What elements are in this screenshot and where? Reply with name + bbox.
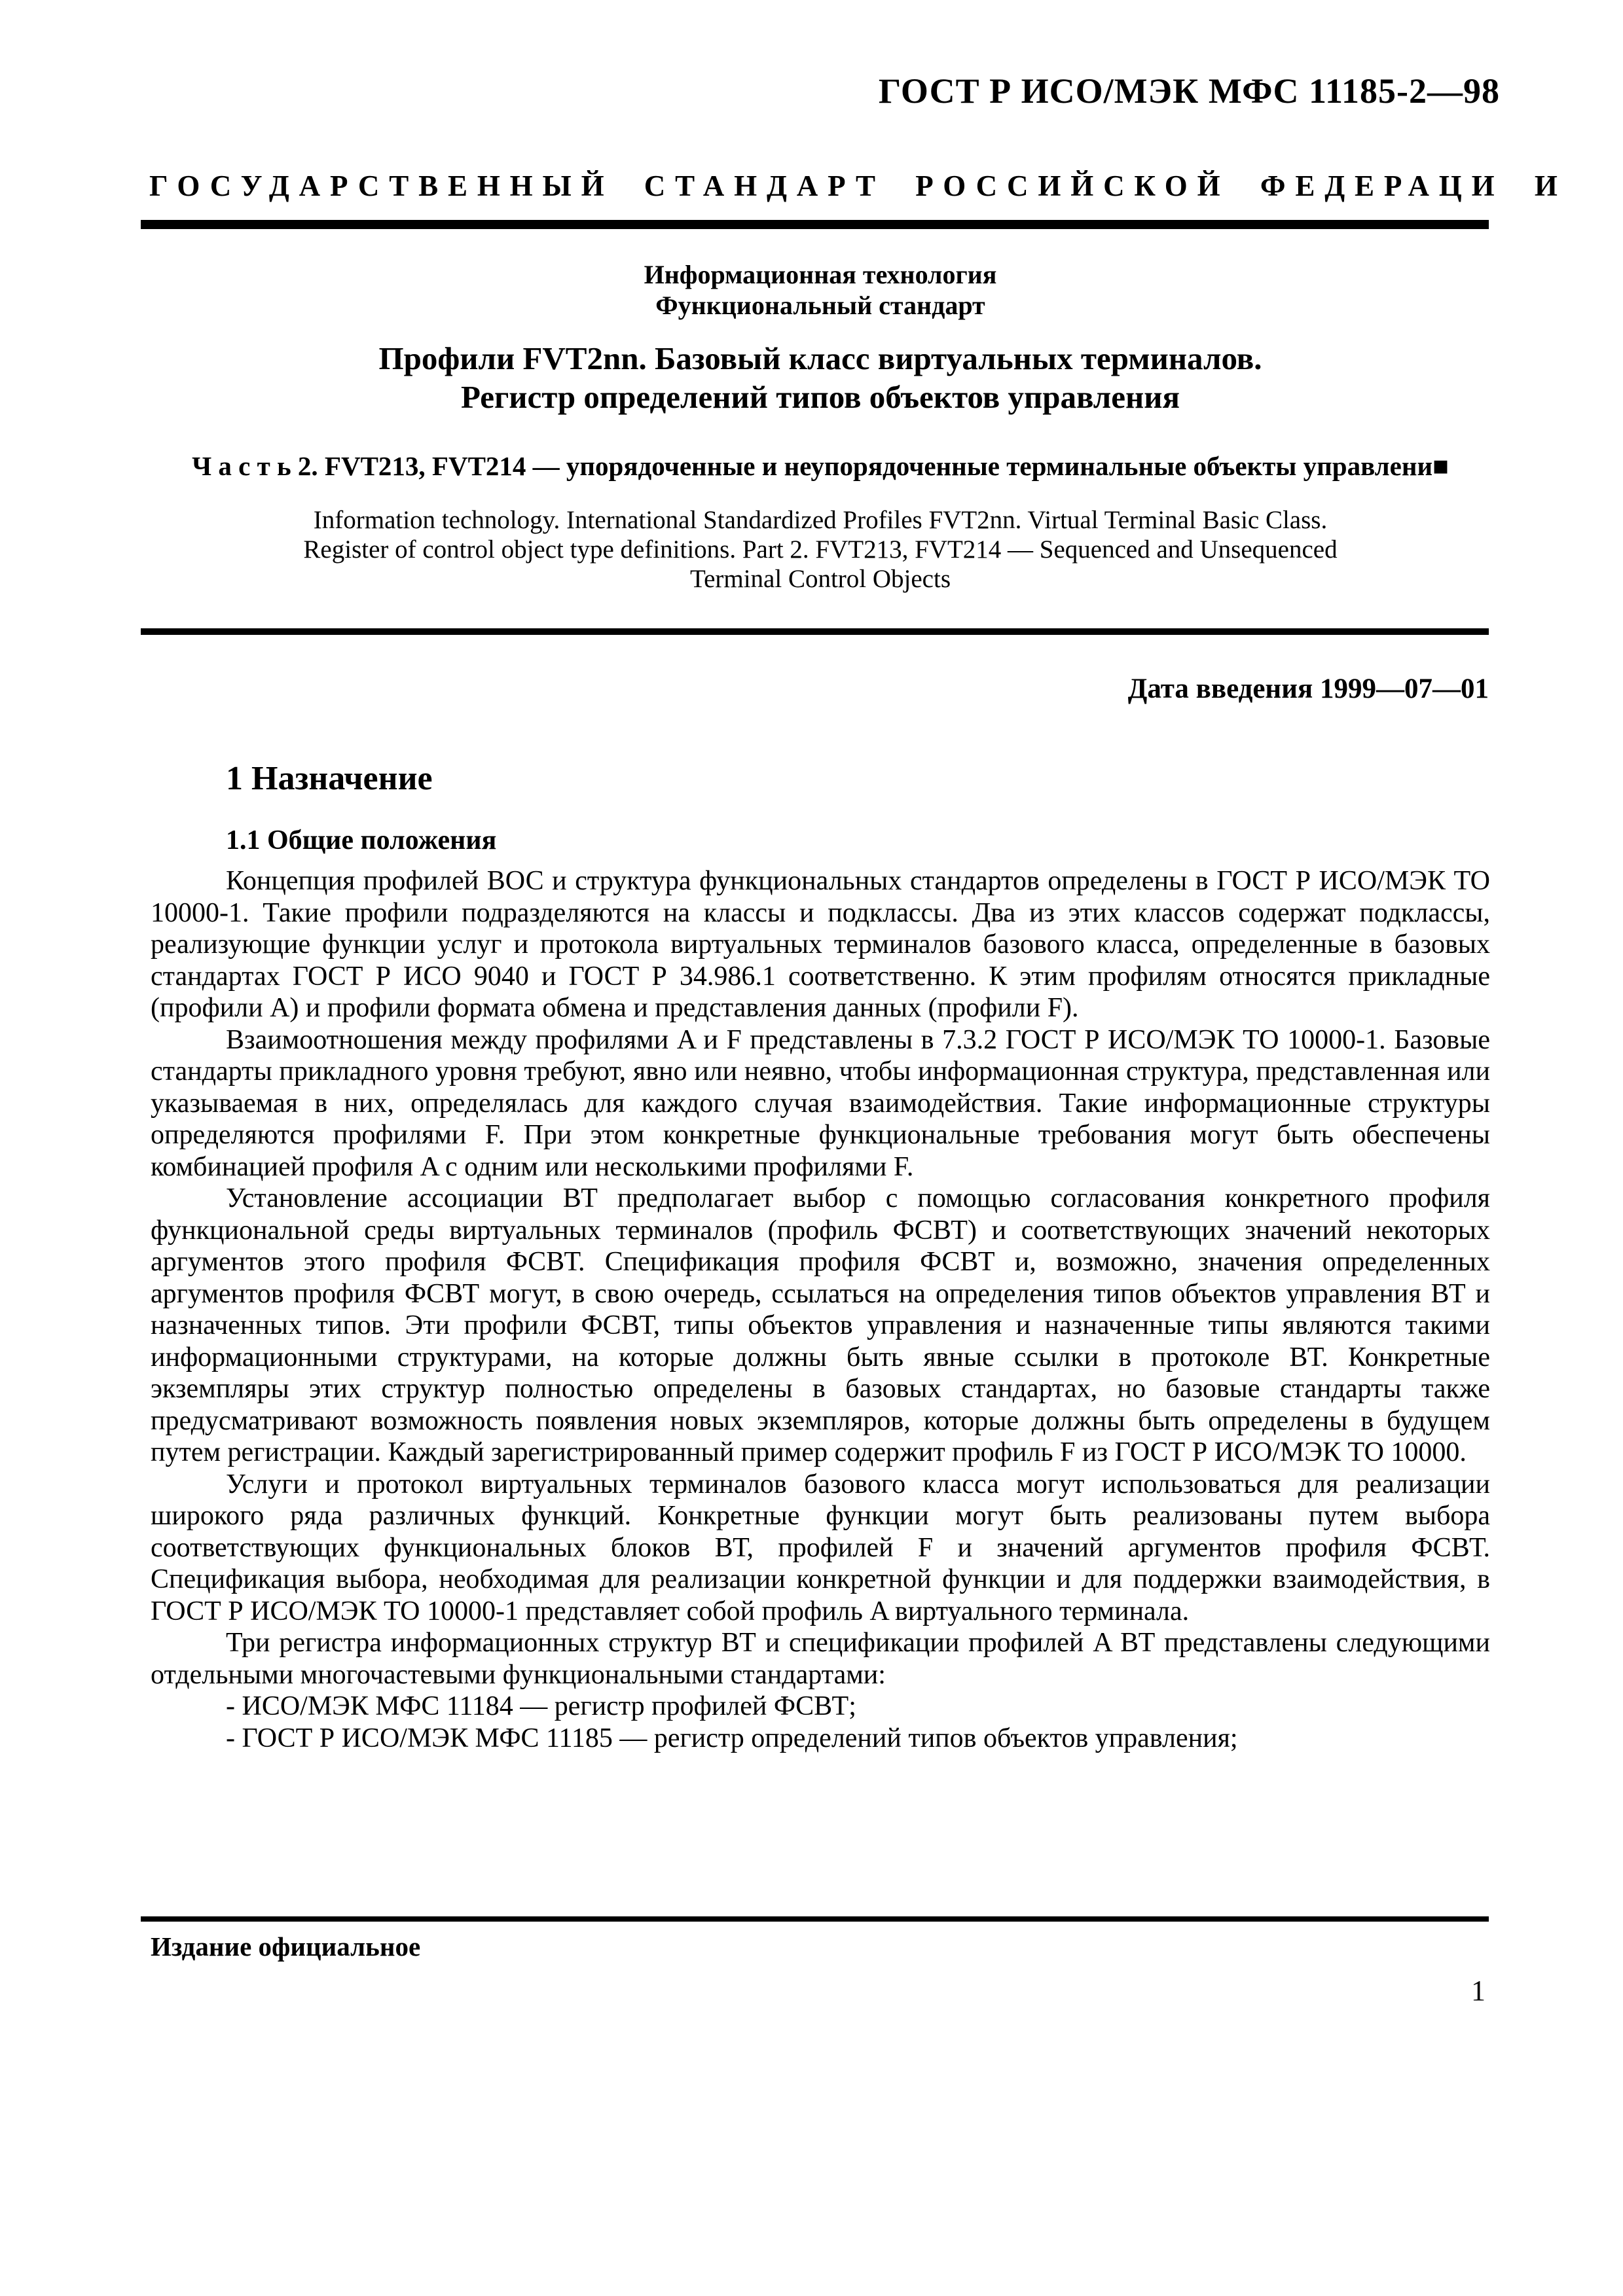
subject-line-2: Функциональный стандарт [655, 291, 985, 320]
english-title-line-2: Register of control object type definitions. Part 2. FVT213, FVT214 — Sequenced and Unsequenced [303, 535, 1338, 564]
english-title-line-3: Terminal Control Objects [689, 565, 951, 593]
paragraph-1: Концепция профилей ВОС и структура функциональных стандартов определены в ГОСТ Р ИСО/МЭК ТО 10000-1. Такие профили подразделяются на классы и подклассы. Два из этих классов содержат подклассы, реализующие функции услуг и протокола виртуальных терминалов базового класса, определенные в базовых стандартах ГОСТ Р ИСО 9040 и ГОСТ Р 34.986.1 соответственно. К этим профилям относятся прикладные (профили A) и профили формата обмена и представления данных (профили F). [151, 866, 1490, 1023]
list-item-1: - ИСО/МЭК МФС 11184 — регистр профилей ФСВТ; [226, 1691, 856, 1721]
header-rule [141, 220, 1489, 229]
main-title-line-1: Профили FVT2nn. Базовый класс виртуальных терминалов. [378, 340, 1262, 376]
paragraph-3: Установление ассоциации ВТ предполагает выбор с помощью согласования конкретного профиля функциональной среды виртуальных терминалов (профиль ФСВТ) и соответствующих значений некоторых аргументов этого профиля ФСВТ. Спецификация профиля ФСВТ и, возможно, значения определенных аргументов профиля ФСВТ могут, в свою очередь, ссылаться на определения типов объектов управления ВТ и назначенных типов. Эти профили ФСВТ, типы объектов управления и назначенные типы являются такими информационными структурами, на которые должны быть явные ссылки в протоколе ВТ. Конкретные экземпляры этих структур полностью определены в базовых стандартах, но базовые стандарты также предусматривают возможность появления новых экземпляров, которые должны быть определены в будущем путем регистрации. Каждый зарегистрированный пример содержит профиль F из ГОСТ Р ИСО/МЭК ТО 10000. [151, 1183, 1490, 1467]
paragraph-4: Услуги и протокол виртуальных терминалов базового класса могут использоваться для реализации широкого ряда различных функций. Конкретные функции могут быть реализованы путем выбора соответствующих функциональных блоков ВТ, профилей F и значений аргументов профиля ФСВТ. Спецификация выбора, необходимая для реализации конкретной функции и для поддержки взаимодействия, в ГОСТ Р ИСО/МЭК ТО 10000-1 представляет собой профиль A виртуального терминала. [151, 1469, 1490, 1626]
section-subheading: 1.1 Общие положения [226, 825, 497, 855]
english-title-line-1: Information technology. International Standardized Profiles FVT2nn. Virtual Terminal Basic Class. [313, 506, 1328, 534]
paragraph-5: Три регистра информационных структур ВТ и спецификации профилей A ВТ представлены следующими отдельными многочастевыми функциональными стандартами: [151, 1628, 1490, 1690]
title-separator-rule [141, 628, 1489, 635]
subject-line-1: Информационная технология [644, 260, 997, 289]
subject-block [151, 259, 1490, 321]
edition-note: Издание официальное [151, 1931, 421, 1962]
effective-date: Дата введения 1999—07—01 [1127, 673, 1489, 704]
main-title-line-2: Регистр определений типов объектов управления [460, 379, 1180, 415]
main-title [151, 339, 1490, 416]
section-body [151, 865, 1490, 1754]
doc-code-header: ГОСТ Р ИСО/МЭК МФС 11185-2—98 [878, 71, 1500, 111]
footer-rule [141, 1916, 1489, 1922]
state-standard-heading: ГОСУДАРСТВЕННЫЙ СТАНДАРТ РОССИЙСКОЙ ФЕДЕРАЦИ И [149, 170, 1567, 202]
english-title-block [151, 505, 1490, 594]
list-item-2: - ГОСТ Р ИСО/МЭК МФС 11185 — регистр определений типов объектов управления; [226, 1723, 1238, 1753]
part-subtitle: Ч а с т ь 2. FVT213, FVT214 — упорядоченные и неупорядоченные терминальные объекты управлени■ [192, 451, 1449, 481]
page-number: 1 [1471, 1975, 1486, 2007]
section-heading: 1 Назначение [226, 760, 433, 797]
paragraph-2: Взаимоотношения между профилями A и F представлены в 7.3.2 ГОСТ Р ИСО/МЭК ТО 10000-1. Базовые стандарты прикладного уровня требуют, явно или неявно, чтобы информационная структура, представленная или указываемая в них, определялась для каждого случая взаимодействия. Такие информационные структуры определяются профилями F. При этом конкретные функциональные требования могут быть обеспечены комбинацией профиля A с одним или несколькими профилями F. [151, 1024, 1490, 1182]
